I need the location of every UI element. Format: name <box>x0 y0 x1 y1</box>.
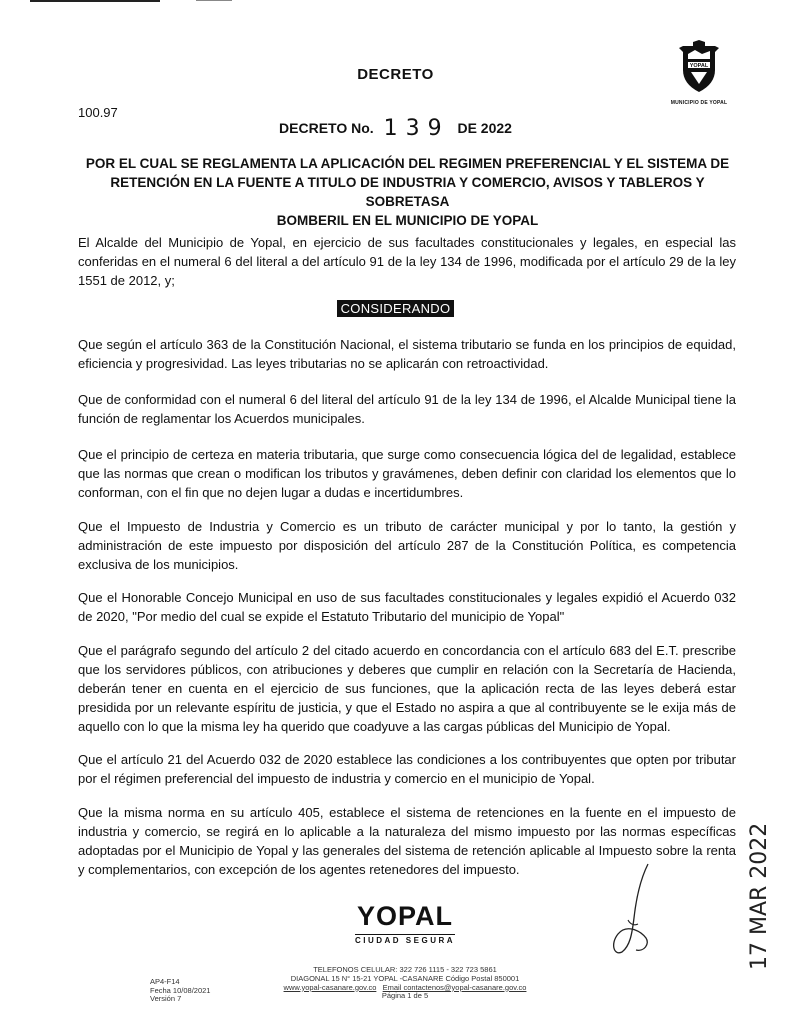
considerando-heading-wrap <box>0 300 791 318</box>
footer-phones: TELEFONOS CELULAR: 322 726 1115 - 322 723 5861 <box>313 965 497 974</box>
shield-icon <box>679 40 719 94</box>
handwritten-signature <box>600 860 670 960</box>
svg-text:YOPAL: YOPAL <box>689 63 709 69</box>
footer-address: DIAGONAL 15 N° 15-21 YOPAL -CASANARE Código Postal 850001 <box>290 973 520 983</box>
footer-logo <box>340 902 470 948</box>
paragraph: Que el artículo 21 del Acuerdo 032 de 2020 establece las condiciones a los contribuyentes que opten por tributar por el régimen preferencial del impuesto de industria y comercio en el municipio de Yopal. <box>78 752 736 786</box>
svg-text:17 MAR 2022: 17 MAR 2022 <box>747 822 772 970</box>
footer-logo-title: YOPAL <box>356 901 453 931</box>
paragraph: Que el principio de certeza en materia tributaria, que surge como consecuencia lógica del de legalidad, establece que las normas que crean o modifican los tributos y gravámenes, deben definir con claridad los elementos que lo conforman, con el fin que no dejen lugar a dudas e incertidumbres. <box>78 447 736 500</box>
date-stamp <box>736 820 776 980</box>
considerando-heading: CONSIDERANDO <box>337 300 455 317</box>
form-date: Fecha 10/08/2021 <box>150 985 211 995</box>
website-link[interactable]: www.yopal-casanare.gov.co <box>283 982 377 992</box>
intro-paragraph: El Alcalde del Municipio de Yopal, en ejercicio de sus facultades constitucionales y legales, en especial las conferidas en el numeral 6 del literal a del artículo 91 de la ley 134 de 1996, modificada por el artículo 29 de la ley 1551 de 2012, y; <box>78 235 736 288</box>
decree-year: DE 2022 <box>457 120 512 136</box>
decree-prefix: DECRETO No. <box>279 120 374 136</box>
paragraph: Que según el artículo 363 de la Constitución Nacional, el sistema tributario se funda en los principios de equidad, eficiencia y progresividad. Las leyes tributarias no se aplicarán con retroactividad. <box>78 337 736 371</box>
page-number: Página 1 de 5 <box>381 991 429 1001</box>
logo-caption: MUNICIPIO DE YOPAL <box>670 100 728 106</box>
paragraph: Que la misma norma en su artículo 405, establece el sistema de retenciones en la fuente en el impuesto de industria y comercio, se regirá en lo aplicable a la naturaleza del mismo impuesto por las normas específicas adoptadas por el Municipio de Yopal y las generales del sistema de retención aplicable al Impuesto sobre la renta y complementarios, con excepción de los agentes retenedores del impuesto. <box>78 805 736 877</box>
heading-line: POR EL CUAL SE REGLAMENTA LA APLICACIÓN DEL REGIMEN PREFERENCIAL Y EL SISTEMA DE <box>85 156 730 171</box>
paragraph: Que el parágrafo segundo del artículo 2 del citado acuerdo en concordancia con el artículo 683 del E.T. prescribe que los servidores públicos, con atribuciones y deberes que cumplir en relación con la Secretaría de Hacienda, deberán tener en cuenta en el ejercicio de sus funciones, que la aplicación recta de las leyes deberá estar presidida por un relevante espíritu de justicia, y que el Estado no aspira a que al contribuyente se le exija más de aquello con lo que la misma ley ha querido que coadyuve a las cargas públicas del Municipio de Yopal. <box>78 643 736 734</box>
paragraph: Que el Impuesto de Industria y Comercio es un tributo de carácter municipal y por lo tanto, la gestión y administración de este impuesto por disposición del artículo 287 de la Constitución Política, es competencia exclusiva de los municipios. <box>78 519 736 572</box>
paragraph: Que el Honorable Concejo Municipal en uso de sus facultades constitucionales y legales expidió el Acuerdo 032 de 2020, "Por medio del cual se expide el Estatuto Tributario del municipio de Yopal" <box>78 590 736 624</box>
email-link[interactable]: Email contactenos@yopal-casanare.gov.co <box>382 982 527 992</box>
footer-logo-subtitle: CIUDAD SEGURA <box>354 936 456 945</box>
heading-line: BOMBERIL EN EL MUNICIPIO DE YOPAL <box>276 213 539 228</box>
decree-heading <box>80 154 735 230</box>
reference-code: 100.97 <box>78 105 118 120</box>
form-version: Versión 7 <box>150 994 182 1003</box>
decree-number: 139 <box>383 116 450 141</box>
heading-line: RETENCIÓN EN LA FUENTE A TITULO DE INDUSTRIA Y COMERCIO, AVISOS Y TABLEROS Y SOBRETASA <box>110 175 705 209</box>
decree-number-line <box>0 116 791 141</box>
document-control-info <box>150 978 210 1004</box>
top-rule-short <box>196 0 232 1</box>
form-code: AP4-F14 <box>150 977 180 986</box>
municipality-logo <box>668 40 730 106</box>
document-title: DECRETO <box>357 66 434 83</box>
contact-info <box>240 966 570 1001</box>
paragraph: Que de conformidad con el numeral 6 del literal del artículo 91 de la ley 134 de 1996, el Alcalde Municipal tiene la función de reglamentar los Acuerdos municipales. <box>78 392 736 426</box>
top-rule <box>30 0 160 2</box>
